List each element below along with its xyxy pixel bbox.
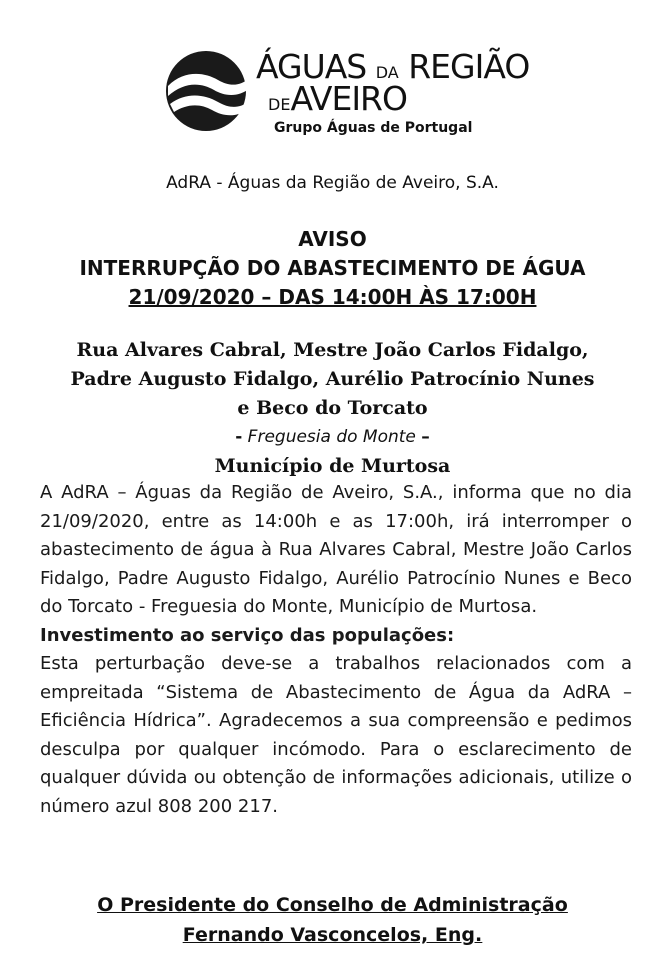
brand-name-line2: DEAVEIRO (268, 79, 407, 118)
signature-block (0, 890, 665, 950)
notice-date: 21/09/2020 – DAS 14:00H ÀS 17:00H (128, 285, 537, 309)
parish-line: - Freguesia do Monte – (235, 427, 430, 447)
signature-name: Fernando Vasconcelos, Eng. (182, 924, 483, 946)
streets-line3: e Beco do Torcato (237, 397, 428, 419)
company-logo (160, 44, 530, 144)
streets-line1: Rua Alvares Cabral, Mestre João Carlos Fidalgo, (76, 339, 589, 361)
company-name: AdRA - Águas da Região de Aveiro, S.A. (166, 173, 499, 193)
notice-title: AVISO (298, 227, 367, 251)
section-heading: Investimento ao serviço das populações: (40, 624, 455, 646)
group-name: Grupo Águas de Portugal (274, 120, 473, 136)
municipality: Município de Murtosa (214, 455, 451, 477)
notice-body (40, 479, 632, 821)
waves-circle-logo-icon (160, 48, 252, 134)
brand-name-line1: ÁGUAS DA REGIÃO (256, 47, 530, 86)
body-paragraph-2: Esta perturbação deve-se a trabalhos relacionados com a empreitada “Sistema de Abastecimento de Água da AdRA – Eficiência Hídrica”. Agradecemos a sua compreensão e pedimos desculpa por qualquer incómodo. Para o esclarecimento de qualquer dúvida ou obtenção de informações adicionais, utilize o número azul 808 200 217. (40, 653, 632, 817)
streets-line2: Padre Augusto Fidalgo, Aurélio Patrocínio Nunes (70, 368, 595, 390)
notice-header (0, 225, 665, 312)
signature-role: O Presidente do Conselho de Administração (97, 894, 568, 916)
body-paragraph-1: A AdRA – Águas da Região de Aveiro, S.A., informa que no dia 21/09/2020, entre as 14:00h e as 17:00h, irá interromper o abastecimento de água à Rua Alvares Cabral, Mestre João Carlos Fidalgo, Padre Augusto Fidalgo, Aurélio Patrocínio Nunes e Beco do Torcato - Freguesia do Monte, Município de Murtosa. (40, 482, 632, 617)
location-block (30, 336, 635, 481)
notice-subtitle: INTERRUPÇÃO DO ABASTECIMENTO DE ÁGUA (79, 256, 586, 280)
